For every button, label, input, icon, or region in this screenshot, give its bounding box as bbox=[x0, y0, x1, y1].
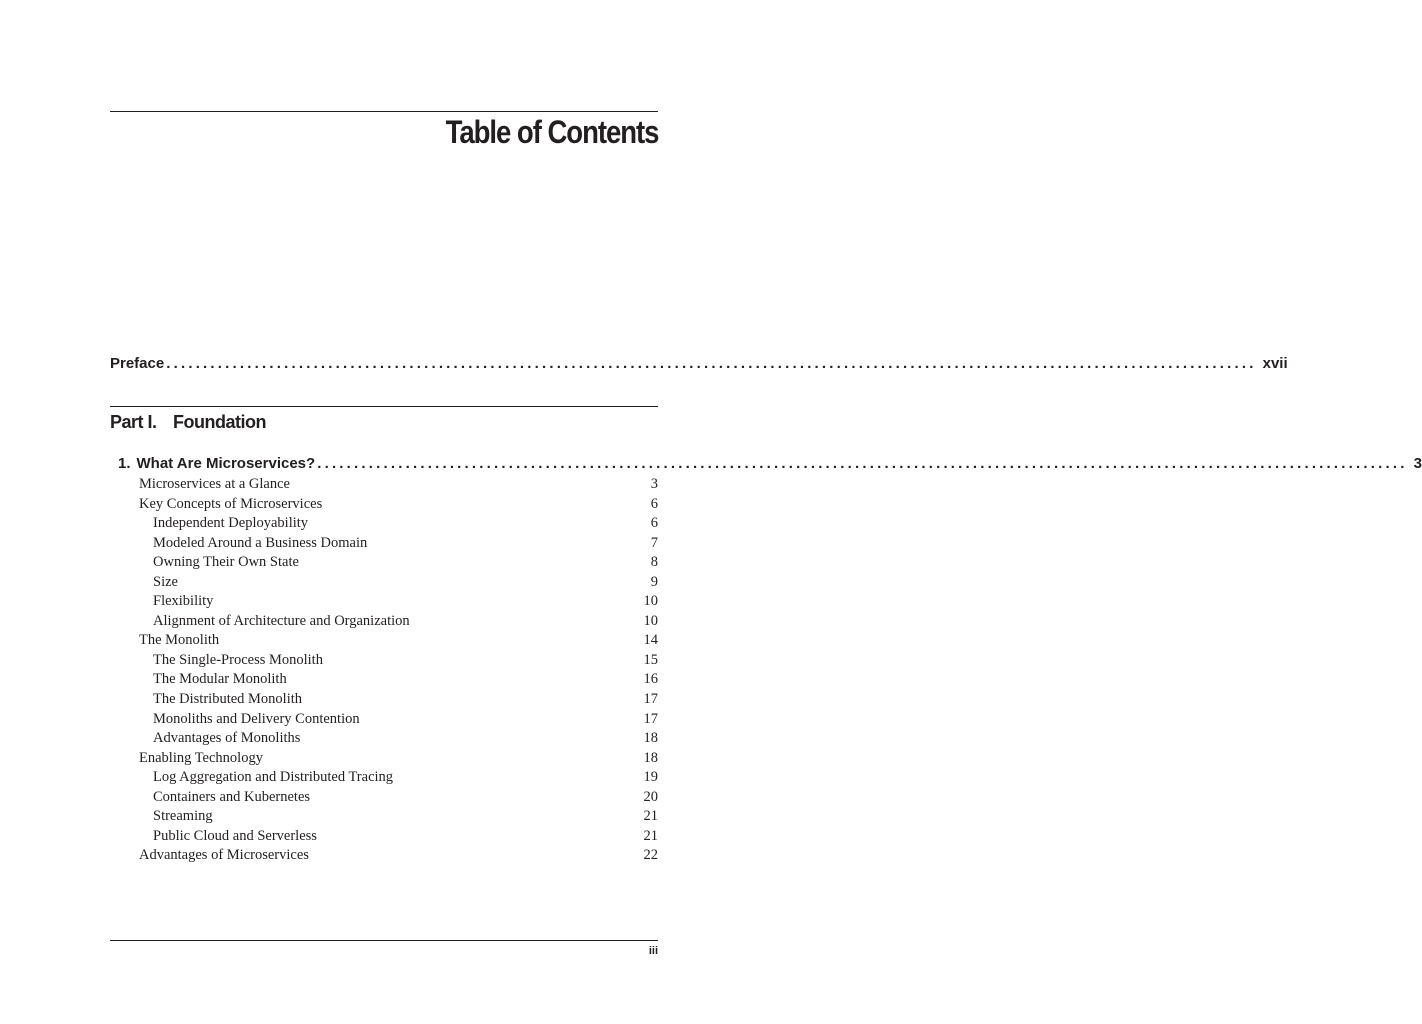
preface-page-number: xvii bbox=[1262, 355, 1288, 372]
toc-entry-page: 17 bbox=[643, 691, 658, 708]
toc-entry[interactable] bbox=[110, 710, 658, 730]
toc-entry[interactable] bbox=[110, 495, 658, 515]
toc-entry-label: The Modular Monolith bbox=[153, 671, 287, 688]
part-title: Foundation bbox=[173, 412, 266, 432]
toc-entry-page: 17 bbox=[643, 710, 658, 727]
part-number: Part I. bbox=[110, 412, 157, 432]
toc-entry-label: Enabling Technology bbox=[139, 749, 263, 766]
dot-leader: .................................................................................................................................................... bbox=[317, 455, 1408, 472]
toc-entry-page: 7 bbox=[650, 534, 658, 551]
toc-entry[interactable] bbox=[110, 729, 658, 749]
toc-entry-label: Size bbox=[153, 573, 178, 590]
toc-entry[interactable] bbox=[110, 788, 658, 808]
toc-entry[interactable] bbox=[110, 690, 658, 710]
toc-entry-page: 19 bbox=[643, 769, 658, 786]
toc-entry-page: 10 bbox=[643, 612, 658, 629]
toc-entry[interactable] bbox=[110, 827, 658, 847]
toc-entry-label: Advantages of Monoliths bbox=[153, 730, 301, 747]
toc-entry-page: 14 bbox=[643, 632, 658, 649]
toc-entry-label: Containers and Kubernetes bbox=[153, 788, 311, 805]
footer-rule bbox=[110, 940, 658, 941]
toc-entry-label: Modeled Around a Business Domain bbox=[153, 534, 368, 551]
toc-entry-page: 18 bbox=[643, 749, 658, 766]
toc-entry-label: Log Aggregation and Distributed Tracing bbox=[153, 769, 394, 786]
toc-entry[interactable] bbox=[110, 612, 658, 632]
toc-entry-label: The Distributed Monolith bbox=[153, 691, 303, 708]
toc-entry-page: 8 bbox=[650, 554, 658, 571]
page-title: Table of Contents bbox=[445, 114, 658, 150]
dot-leader: .................................................................................................................................................... bbox=[166, 355, 1257, 372]
toc-entry-label: Public Cloud and Serverless bbox=[153, 827, 317, 844]
chapter-number: 1. bbox=[118, 455, 131, 472]
toc-entry[interactable] bbox=[110, 807, 658, 827]
toc-entry-label: Independent Deployability bbox=[153, 515, 309, 532]
toc-entry[interactable] bbox=[110, 846, 658, 866]
part-rule bbox=[110, 406, 658, 407]
toc-entry[interactable] bbox=[110, 592, 658, 612]
toc-entry[interactable] bbox=[110, 651, 658, 671]
toc-entry-label: Owning Their Own State bbox=[153, 554, 299, 571]
toc-entry[interactable] bbox=[110, 553, 658, 573]
toc-entry-preface[interactable] bbox=[110, 355, 1288, 372]
toc-entry[interactable] bbox=[110, 573, 658, 593]
toc-entry-page: 10 bbox=[643, 593, 658, 610]
part-heading bbox=[110, 410, 266, 434]
toc-entry-page: 9 bbox=[650, 573, 658, 590]
toc-entry-label: Advantages of Microservices bbox=[139, 847, 309, 864]
toc-entry[interactable] bbox=[110, 631, 658, 651]
page-number-footer: iii bbox=[648, 945, 658, 957]
toc-entry-page: 6 bbox=[650, 495, 658, 512]
toc-entry-label: Monoliths and Delivery Contention bbox=[153, 710, 360, 727]
toc-entry-page: 22 bbox=[643, 847, 658, 864]
toc-entry[interactable] bbox=[110, 534, 658, 554]
preface-label: Preface bbox=[110, 355, 165, 372]
toc-entry[interactable] bbox=[110, 514, 658, 534]
toc-entry-label: Microservices at a Glance bbox=[139, 476, 290, 492]
toc-entry-chapter-1[interactable] bbox=[118, 455, 1422, 472]
toc-entry-page: 18 bbox=[643, 730, 658, 747]
toc-entry[interactable] bbox=[110, 475, 658, 495]
toc-entry-page: 15 bbox=[643, 651, 658, 668]
chapter-page-number: 3 bbox=[1413, 455, 1422, 472]
toc-entry-label: Streaming bbox=[153, 808, 213, 825]
toc-entry-page: 21 bbox=[643, 808, 658, 825]
toc-entry[interactable] bbox=[110, 768, 658, 788]
toc-entry-label: Flexibility bbox=[153, 593, 214, 610]
toc-entry-page: 3 bbox=[650, 476, 658, 492]
toc-entry-page: 16 bbox=[643, 671, 658, 688]
toc-entry-list bbox=[110, 475, 658, 866]
toc-entry-page: 20 bbox=[643, 788, 658, 805]
toc-entry[interactable] bbox=[110, 670, 658, 690]
toc-entry-page: 21 bbox=[643, 827, 658, 844]
toc-entry-label: Alignment of Architecture and Organization bbox=[153, 612, 410, 629]
toc-entry[interactable] bbox=[110, 749, 658, 769]
chapter-title: What Are Microservices? bbox=[136, 455, 316, 472]
toc-entry-label: Key Concepts of Microservices bbox=[139, 495, 323, 512]
toc-entry-page: 6 bbox=[650, 515, 658, 532]
toc-entry-label: The Single-Process Monolith bbox=[153, 651, 323, 668]
toc-entry-label: The Monolith bbox=[139, 632, 220, 649]
